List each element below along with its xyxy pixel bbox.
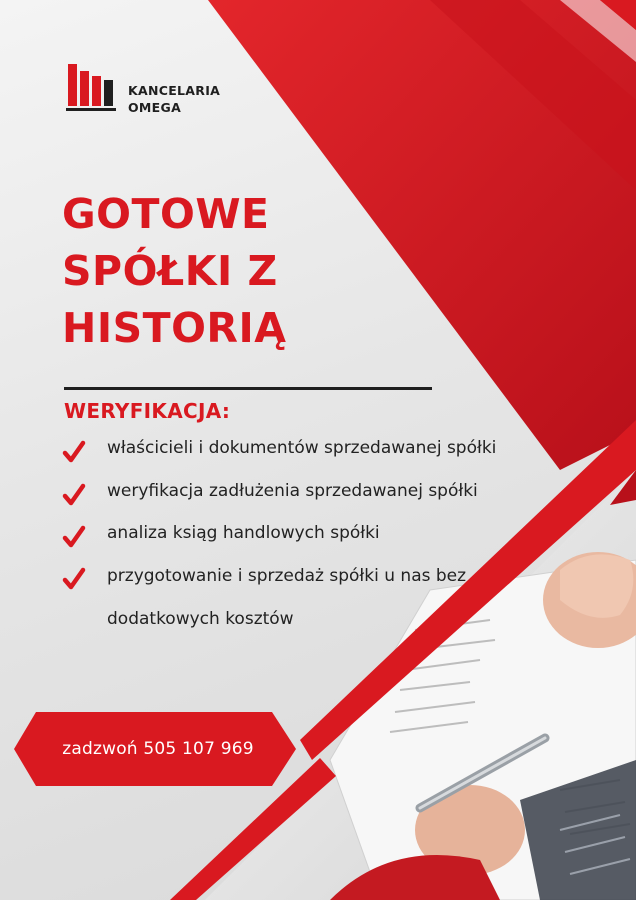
call-button-label: zadzwoń 505 107 969 <box>62 739 254 759</box>
brand-line-1: KANCELARIA <box>128 83 221 98</box>
headline-line-2: SPÓŁKI Z <box>62 247 278 295</box>
headline-line-3: HISTORIĄ <box>62 304 287 352</box>
list-item: przygotowanie i sprzedaż spółki u nas bez <box>107 566 467 586</box>
section-title: WERYFIKACJA: <box>64 399 231 423</box>
headline-line-1: GOTOWE <box>62 190 270 238</box>
brand-name <box>128 82 220 116</box>
checkmark-icon <box>62 525 86 549</box>
checkmark-icon <box>62 483 86 507</box>
list-item: analiza ksiąg handlowych spółki <box>107 523 380 543</box>
checkmark-icon <box>62 440 86 464</box>
call-button[interactable] <box>14 712 296 786</box>
checkmark-icon <box>62 567 86 591</box>
brand-line-2: OMEGA <box>128 100 182 115</box>
list-item-continuation: dodatkowych kosztów <box>107 609 294 629</box>
divider-line <box>64 387 432 390</box>
list-item: weryfikacja zadłużenia sprzedawanej spółki <box>107 481 478 501</box>
list-item: właścicieli i dokumentów sprzedawanej spółki <box>107 438 497 458</box>
headline <box>62 186 286 357</box>
building-bars-logo-icon <box>66 62 118 112</box>
